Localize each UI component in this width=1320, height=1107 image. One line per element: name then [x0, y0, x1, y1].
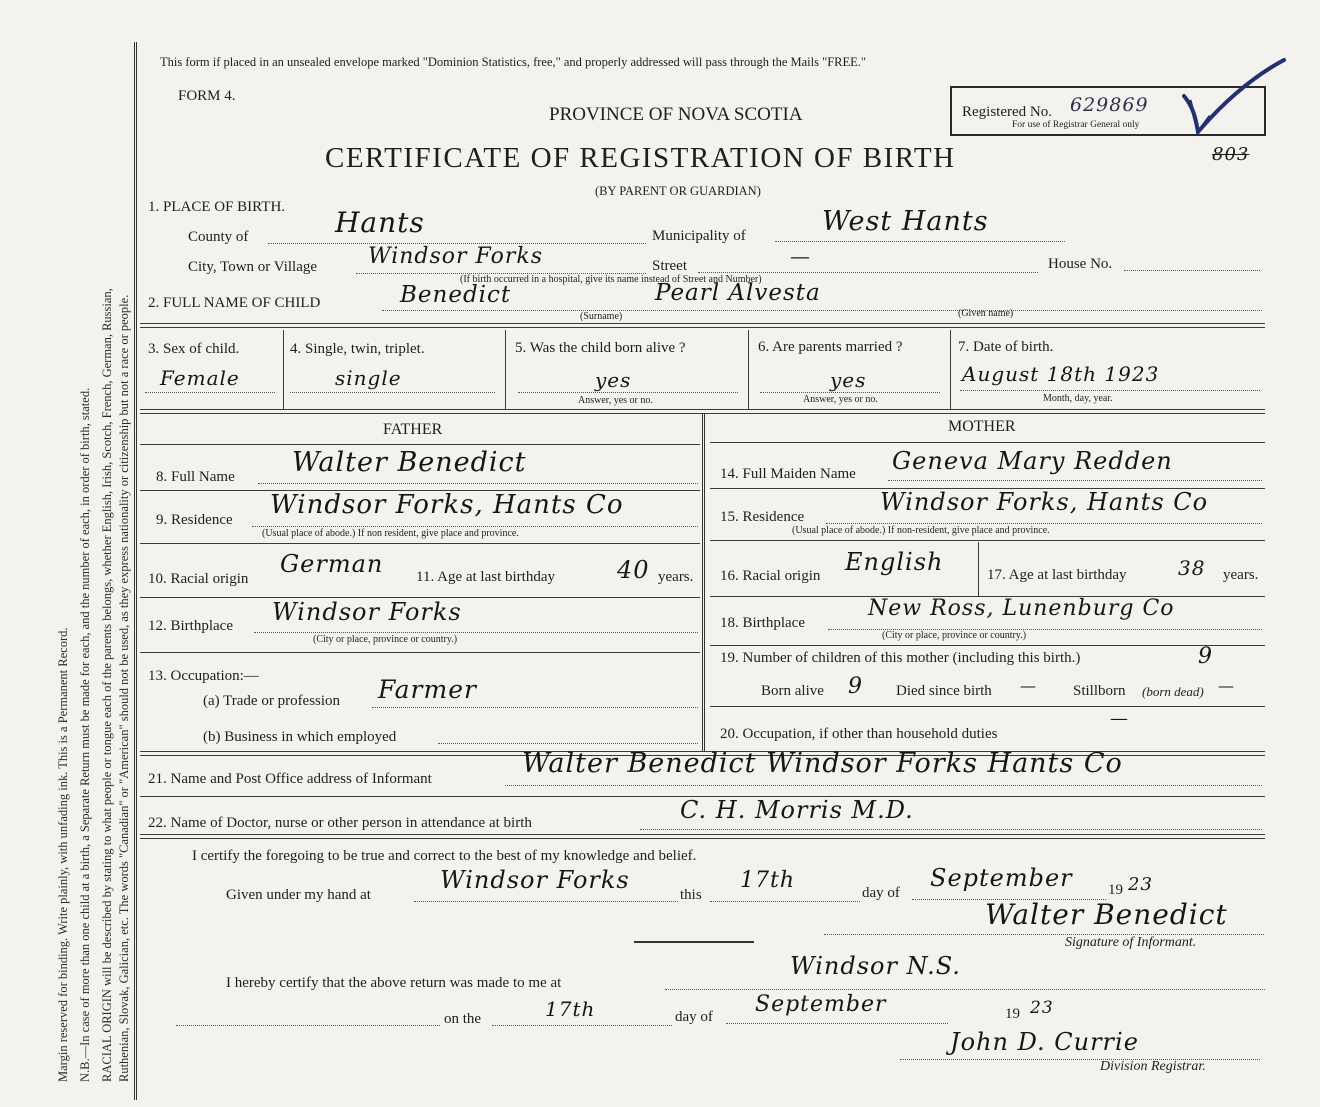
registered-label: Registered No. — [962, 104, 1052, 120]
margin-note-multiple-births: N.B.—In case of more than one child at a birth, a Separate Return must be made for each, and the number of each, in order of birth, stated. — [78, 387, 92, 1082]
registrar-day-line — [492, 1025, 672, 1026]
row3-divider-2 — [505, 330, 506, 410]
died-since-birth-label: Died since birth — [896, 683, 992, 699]
stillborn-caption: (born dead) — [1142, 684, 1204, 699]
born-alive-count-value: 9 — [848, 674, 863, 699]
born-alive-line — [518, 392, 738, 393]
sex-label: 3. Sex of child. — [148, 341, 240, 357]
informant-value: Walter Benedict Windsor Forks Hants Co — [522, 748, 1123, 779]
place-of-birth-heading: 1. PLACE OF BIRTH. — [148, 199, 286, 215]
street-line — [698, 272, 1038, 273]
father-residence-value: Windsor Forks, Hants Co — [270, 490, 624, 520]
parents-married-answer: yes — [830, 368, 867, 392]
mother-heading: MOTHER — [948, 418, 1016, 435]
house-number-line — [1124, 270, 1260, 271]
given-day-of-label: day of — [862, 885, 900, 901]
father-residence-line — [252, 526, 698, 527]
given-day-line — [710, 901, 860, 902]
children-count-value: 9 — [1198, 644, 1213, 669]
mother-rule-4 — [710, 645, 1265, 646]
mother-birthplace-caption: (City or place, province or country.) — [882, 630, 1027, 641]
margin-note-binding: Margin reserved for binding. Write plainly, with unfading ink. This is a Permanent Record. — [56, 627, 70, 1082]
died-since-birth-value: — — [1020, 676, 1037, 695]
registrar-month-value: September — [755, 992, 887, 1017]
county-value: Hants — [335, 206, 425, 239]
mother-occupation-value: — — [1110, 708, 1129, 729]
city-value: Windsor Forks — [368, 244, 544, 269]
certification-statement: I certify the foregoing to be true and correct to the best of my knowledge and belief. — [192, 848, 697, 864]
informant-label: 21. Name and Post Office address of Informant — [148, 771, 432, 787]
doctor-label: 22. Name of Doctor, nurse or other person in attendance at birth — [148, 815, 532, 831]
mother-occupation-label: 20. Occupation, if other than household duties — [720, 726, 998, 742]
parents-married-line — [760, 392, 940, 393]
registrar-day-value: 17th — [545, 997, 596, 1021]
given-place-line — [414, 901, 678, 902]
father-racial-label: 10. Racial origin — [148, 571, 249, 587]
mother-years-label: years. — [1223, 567, 1259, 583]
given-place-value: Windsor Forks — [440, 866, 630, 894]
mother-name-line — [888, 480, 1262, 481]
born-alive-count-label: Born alive — [761, 683, 824, 699]
street-label: Street — [652, 258, 687, 274]
father-residence-label: 9. Residence — [156, 512, 233, 528]
date-of-birth-caption: Month, day, year. — [1043, 393, 1113, 404]
registrar-signature: John D. Currie — [950, 1028, 1139, 1056]
father-heading: FATHER — [383, 421, 443, 438]
registered-number: 629869 — [1070, 94, 1149, 116]
informant-signature: Walter Benedict — [985, 898, 1228, 931]
father-trade-value: Farmer — [378, 675, 477, 704]
child-name-label: 2. FULL NAME OF CHILD — [148, 295, 321, 311]
mother-rule-2 — [710, 540, 1265, 541]
stillborn-value: — — [1218, 676, 1235, 695]
row3-divider-3 — [748, 330, 749, 410]
registrar-on-the-label: on the — [444, 1011, 482, 1027]
city-label: City, Town or Village — [188, 259, 318, 275]
father-business-label: (b) Business in which employed — [203, 729, 397, 745]
informant-signature-caption: Signature of Informant. — [1065, 935, 1197, 950]
division-registrar-caption: Division Registrar. — [1100, 1059, 1206, 1074]
mother-birthplace-label: 18. Birthplace — [720, 615, 805, 631]
father-rule-2 — [140, 543, 700, 544]
father-name-value: Walter Benedict — [292, 447, 527, 478]
mother-heading-rule — [710, 442, 1265, 443]
municipality-line — [775, 241, 1065, 242]
row3-divider-1 — [283, 330, 284, 410]
parents-married-question: 6. Are parents married ? — [758, 339, 903, 355]
mother-age-label: 17. Age at last birthday — [987, 567, 1127, 583]
father-birthplace-label: 12. Birthplace — [148, 618, 233, 634]
given-name-caption: (Given name) — [958, 308, 1014, 319]
hospital-note: (If birth occurred in a hospital, give its name instead of Street and Number) — [460, 274, 762, 285]
date-of-birth-value: August 18th 1923 — [962, 362, 1160, 386]
mother-racial-value: English — [845, 548, 944, 576]
stillborn-label: Stillborn — [1073, 683, 1126, 699]
given-year-value: 23 — [1128, 874, 1153, 895]
born-alive-caption: Answer, yes or no. — [578, 395, 653, 406]
father-age-value: 40 — [617, 556, 650, 584]
given-year-prefix: 19 — [1108, 882, 1123, 898]
municipality-value: West Hants — [822, 206, 989, 237]
registrar-day-of-label: day of — [675, 1009, 713, 1025]
margin-note-racial-origin: RACIAL ORIGIN will be described by stating to what people or tongue each of the parents belongs, whether English, Irish, Scotch, French, German, Russian, — [100, 288, 114, 1082]
father-name-label: 8. Full Name — [156, 469, 235, 485]
doctor-value: C. H. Morris M.D. — [680, 796, 914, 824]
child-surname: Benedict — [400, 282, 512, 308]
father-racial-value: German — [280, 550, 384, 578]
child-name-line — [382, 310, 1262, 311]
registrar-year-value: 23 — [1030, 998, 1054, 1018]
separator-rule — [634, 941, 754, 943]
municipality-label: Municipality of — [652, 228, 746, 244]
informant-line — [505, 785, 1262, 786]
registrar-place-line — [665, 989, 1265, 990]
given-day-value: 17th — [740, 868, 796, 893]
father-heading-rule — [140, 444, 700, 445]
mother-residence-caption: (Usual place of abode.) If non-resident, give place and province. — [792, 525, 1050, 536]
date-of-birth-line — [960, 390, 1260, 391]
father-years-label: years. — [658, 569, 694, 585]
father-trade-line — [372, 707, 698, 708]
registrar-place-value: Windsor N.S. — [790, 952, 961, 980]
mail-notice: This form if placed in an unsealed envelope marked "Dominion Statistics, free," and properly addressed will pass through the Mails "FREE." — [160, 55, 867, 69]
struck-number: 803 — [1212, 144, 1250, 165]
father-name-line — [258, 483, 698, 484]
father-residence-caption: (Usual place of abode.) If non resident, give place and province. — [262, 528, 519, 539]
father-age-label: 11. Age at last birthday — [416, 569, 555, 585]
mother-name-label: 14. Full Maiden Name — [720, 466, 856, 482]
father-business-line — [438, 743, 698, 744]
parents-column-divider — [702, 414, 705, 752]
divider-after-name — [140, 323, 1265, 328]
mother-birthplace-value: New Ross, Lunenburg Co — [868, 596, 1175, 621]
date-of-birth-label: 7. Date of birth. — [958, 339, 1054, 355]
mother-residence-label: 15. Residence — [720, 509, 805, 525]
father-occupation-label: 13. Occupation:— — [148, 668, 259, 684]
registrar-signature-line — [900, 1059, 1260, 1060]
registrar-prefix-line — [176, 1025, 440, 1026]
plurality-label: 4. Single, twin, triplet. — [290, 341, 425, 357]
certificate-subtitle: (BY PARENT OR GUARDIAN) — [595, 184, 761, 198]
mother-residence-value: Windsor Forks, Hants Co — [880, 488, 1209, 516]
mother-racial-label: 16. Racial origin — [720, 568, 821, 584]
plurality-value: single — [335, 366, 402, 390]
informant-signature-line — [824, 934, 1264, 935]
certificate-title: CERTIFICATE OF REGISTRATION OF BIRTH — [325, 142, 956, 174]
form-number: FORM 4. — [178, 88, 236, 104]
given-month-value: September — [930, 864, 1073, 892]
divider-before-certification — [140, 834, 1265, 839]
father-birthplace-value: Windsor Forks — [272, 598, 462, 626]
father-trade-label: (a) Trade or profession — [203, 693, 341, 709]
margin-rule — [134, 42, 137, 1100]
parents-married-caption: Answer, yes or no. — [803, 394, 878, 405]
sex-line — [145, 392, 275, 393]
county-label: County of — [188, 229, 249, 245]
mother-residence-line — [826, 523, 1262, 524]
father-birthplace-caption: (City or place, province or country.) — [313, 634, 458, 645]
registrar-year-prefix: 19 — [1005, 1006, 1020, 1022]
doctor-line — [640, 829, 1262, 830]
margin-note-racial-origin-2: Ruthenian, Slovak, Galician, etc. The words "Canadian" or "American" should not be used, as they express nationality or citizenship but not a race or people. — [117, 294, 131, 1082]
check-mark-icon — [1180, 56, 1290, 146]
father-rule-4 — [140, 652, 700, 653]
registrar-note: For use of Registrar General only — [1012, 120, 1140, 130]
sex-value: Female — [160, 366, 240, 390]
mother-rule-5 — [710, 706, 1265, 707]
father-birthplace-line — [254, 632, 698, 633]
plurality-line — [290, 392, 495, 393]
registrar-statement: I hereby certify that the above return was made to me at — [226, 975, 562, 991]
child-given-name: Pearl Alvesta — [655, 280, 821, 306]
children-count-label: 19. Number of children of this mother (including this birth.) — [720, 650, 1081, 666]
mother-racial-age-divider — [978, 542, 979, 597]
row3-divider-4 — [950, 330, 951, 410]
given-under-hand-label: Given under my hand at — [226, 887, 371, 903]
mother-name-value: Geneva Mary Redden — [892, 447, 1173, 475]
registrar-month-line — [726, 1023, 948, 1024]
house-number-label: House No. — [1048, 256, 1113, 272]
given-this-label: this — [680, 887, 702, 903]
province-heading: PROVINCE OF NOVA SCOTIA — [549, 104, 803, 125]
mother-age-value: 38 — [1178, 556, 1206, 580]
surname-caption: (Surname) — [580, 311, 623, 322]
street-value: — — [790, 244, 811, 268]
born-alive-question: 5. Was the child born alive ? — [515, 340, 686, 356]
born-alive-answer: yes — [595, 368, 632, 392]
